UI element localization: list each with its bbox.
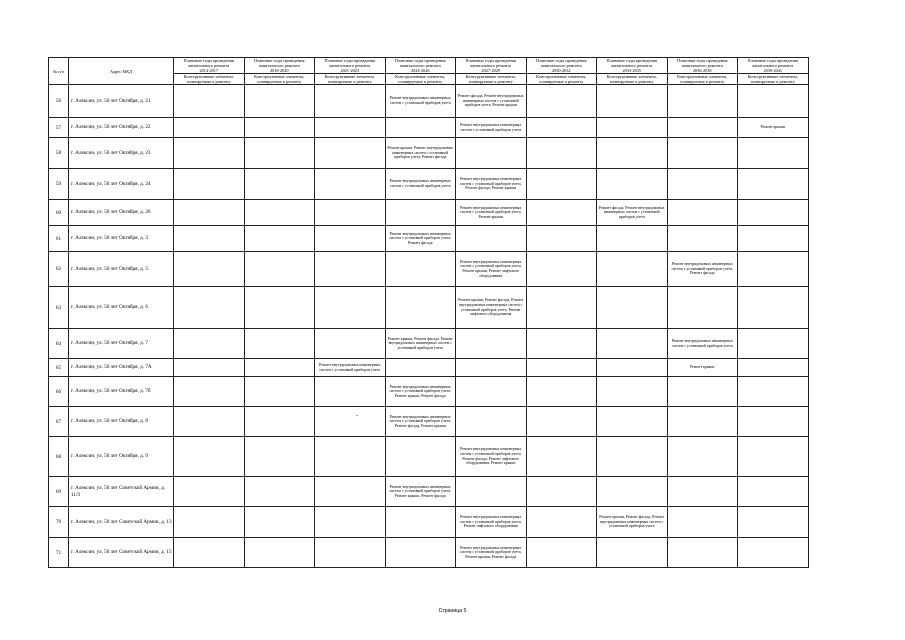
repair-works-cell: Ремонт крыши bbox=[667, 359, 738, 377]
table-row bbox=[49, 118, 809, 138]
repair-works-cell bbox=[315, 507, 386, 538]
table-row bbox=[49, 377, 809, 407]
repair-works-cell: Ремонт внутридомовых инженерных систем с установкой приборов учета, Ремонт фасада, Ремонт крыши bbox=[385, 407, 456, 437]
repair-works-cell bbox=[315, 200, 386, 226]
repair-works-cell bbox=[385, 507, 456, 538]
repair-works-cell bbox=[315, 169, 386, 200]
repair-works-cell bbox=[174, 507, 245, 538]
repair-works-cell bbox=[315, 437, 386, 477]
period-prefix: Плановые годы проведения капитального ремонта bbox=[324, 58, 375, 68]
repair-works-cell bbox=[315, 226, 386, 252]
repair-works-cell: Ремонт внутридомовых инженерных систем с установкой приборов учета bbox=[667, 329, 738, 359]
repair-works-cell bbox=[456, 226, 527, 252]
table-row bbox=[49, 252, 809, 287]
page-number: Страница 5 bbox=[438, 608, 467, 614]
repair-works-cell: Ремонт внутридомовых инженерных систем с установкой приборов учета, Ремонт крыши, Ремонт фасада bbox=[385, 377, 456, 407]
building-address: г. Алексин, ул. 50 лет Октября, д. 8 bbox=[69, 407, 174, 437]
repair-works-cell bbox=[526, 138, 597, 169]
repair-works-cell bbox=[667, 118, 738, 138]
repair-works-cell bbox=[244, 138, 315, 169]
period-years: 2036-2038 bbox=[692, 68, 712, 73]
row-number: 64 bbox=[49, 329, 69, 359]
repair-works-cell bbox=[315, 118, 386, 138]
building-address: г. Алексин, ул. 50 лет Октября, д. 7А bbox=[69, 359, 174, 377]
repair-works-cell bbox=[667, 85, 738, 118]
row-number: 60 bbox=[49, 200, 69, 226]
repair-works-cell bbox=[738, 200, 809, 226]
repair-works-cell bbox=[597, 252, 668, 287]
repair-works-cell bbox=[174, 200, 245, 226]
row-number: 61 bbox=[49, 226, 69, 252]
row-number: 56 bbox=[49, 85, 69, 118]
repair-works-cell bbox=[315, 407, 386, 437]
row-number: 59 bbox=[49, 169, 69, 200]
repair-works-cell bbox=[174, 377, 245, 407]
period-years: 2030-2032 bbox=[551, 68, 571, 73]
repair-works-cell bbox=[667, 287, 738, 329]
repair-works-cell bbox=[667, 138, 738, 169]
repair-works-cell bbox=[385, 118, 456, 138]
repair-works-cell bbox=[526, 538, 597, 568]
repair-works-cell bbox=[597, 329, 668, 359]
repair-works-cell bbox=[244, 359, 315, 377]
repair-works-cell bbox=[315, 138, 386, 169]
repair-works-cell bbox=[174, 138, 245, 169]
repair-works-cell bbox=[526, 507, 597, 538]
repair-works-cell bbox=[315, 377, 386, 407]
repair-works-cell bbox=[315, 85, 386, 118]
table-row bbox=[49, 85, 809, 118]
repair-works-cell: Ремонт крыши, Ремонт фасада, Ремонт внутридомовых инженерных систем с установкой приборов учета, Ремонт лифтового оборудования bbox=[456, 287, 527, 329]
column-header-period bbox=[385, 58, 456, 74]
building-address: г. Алексин, ул. 50 лет Октября, д. 7 bbox=[69, 329, 174, 359]
period-prefix: Плановые годы проведения капитального ремонта bbox=[465, 58, 516, 68]
column-header-period bbox=[244, 58, 315, 74]
column-subheader: Конструктивные элементы, планируемые к ремонту bbox=[738, 74, 809, 85]
row-number: 58 bbox=[49, 138, 69, 169]
building-address: г. Алексин, ул. 50 лет Октября, д. 5 bbox=[69, 252, 174, 287]
repair-works-cell bbox=[597, 437, 668, 477]
repair-works-cell bbox=[667, 377, 738, 407]
row-number: 71 bbox=[49, 538, 69, 568]
repair-works-cell bbox=[738, 437, 809, 477]
repair-works-cell: Ремонт внутридомовых инженерных систем с установкой приборов учета, Ремонт крыши, Ремонт фасада bbox=[456, 538, 527, 568]
period-prefix: Плановые годы проведения капитального ремонта bbox=[254, 58, 305, 68]
column-subheader: Конструктивные элементы, планируемые к ремонту bbox=[456, 74, 527, 85]
repair-works-cell bbox=[526, 118, 597, 138]
repair-works-cell bbox=[244, 477, 315, 507]
repair-works-cell bbox=[667, 477, 738, 507]
period-years: 2014-2017 bbox=[199, 68, 219, 73]
column-header-address: Адрес МКД bbox=[69, 58, 174, 85]
stray-mark: - bbox=[356, 413, 358, 419]
repair-works-cell bbox=[526, 226, 597, 252]
repair-works-cell bbox=[738, 477, 809, 507]
building-address: г. Алексин, ул. 50 лет Октября, д. 24 bbox=[69, 169, 174, 200]
repair-works-cell bbox=[667, 507, 738, 538]
table-row bbox=[49, 507, 809, 538]
repair-works-cell bbox=[526, 200, 597, 226]
column-subheader: Конструктивные элементы, планируемые к ремонту bbox=[526, 74, 597, 85]
repair-works-cell: Ремонт внутридомовых инженерных систем с установкой приборов учета, Ремонт фасада, Ремонт крыши bbox=[456, 169, 527, 200]
repair-works-cell bbox=[526, 85, 597, 118]
building-address: г. Алексин, ул. 50 лет Октября, д. 26 bbox=[69, 200, 174, 226]
repair-works-cell bbox=[738, 287, 809, 329]
column-header-period bbox=[526, 58, 597, 74]
building-address: г. Алексин, ул. 50 лет Советской Армии, д. 11/3 bbox=[69, 477, 174, 507]
repair-works-cell bbox=[385, 538, 456, 568]
repair-works-cell bbox=[667, 437, 738, 477]
repair-works-cell bbox=[667, 538, 738, 568]
repair-works-cell bbox=[667, 226, 738, 252]
building-address: г. Алексин, ул. 50 лет Октября, д. 6 bbox=[69, 287, 174, 329]
repair-works-cell bbox=[174, 226, 245, 252]
repair-works-cell bbox=[738, 329, 809, 359]
row-number: 65 bbox=[49, 359, 69, 377]
table-row bbox=[49, 226, 809, 252]
repair-works-cell bbox=[174, 118, 245, 138]
period-prefix: Плановые годы проведения капитального ремонта bbox=[183, 58, 234, 68]
column-subheader: Конструктивные элементы, планируемые к ремонту bbox=[174, 74, 245, 85]
repair-works-cell bbox=[315, 538, 386, 568]
table-row bbox=[49, 200, 809, 226]
period-years: 2021-2023 bbox=[340, 68, 360, 73]
repair-works-cell bbox=[244, 377, 315, 407]
repair-works-cell bbox=[174, 538, 245, 568]
column-header-period bbox=[738, 58, 809, 74]
repair-works-cell bbox=[738, 85, 809, 118]
building-address: г. Алексин, ул. 50 лет Октября, д. 9 bbox=[69, 437, 174, 477]
repair-works-cell bbox=[385, 252, 456, 287]
repair-works-cell bbox=[456, 359, 527, 377]
row-number: 68 bbox=[49, 437, 69, 477]
repair-works-cell bbox=[456, 377, 527, 407]
period-years: 2018-2020 bbox=[269, 68, 289, 73]
repair-works-cell: Ремонт внутридомовых инженерных систем с установкой приборов учета, Ремонт фасада bbox=[385, 226, 456, 252]
repair-works-cell bbox=[597, 118, 668, 138]
repair-works-cell: Ремонт внутридомовых инженерных систем с установкой приборов учета, Ремонт крыши, Ремонт лифтового оборудования bbox=[456, 252, 527, 287]
repair-works-cell bbox=[244, 252, 315, 287]
repair-works-cell: Ремонт крыши, Ремонт фасада, Ремонт внутридомовых инженерных систем с установкой приборов учета bbox=[597, 507, 668, 538]
repair-works-cell bbox=[244, 437, 315, 477]
repair-works-cell: Ремонт внутридомовых инженерных систем с установкой приборов учета bbox=[385, 169, 456, 200]
repair-works-cell bbox=[526, 359, 597, 377]
repair-works-cell bbox=[597, 226, 668, 252]
repair-works-cell bbox=[456, 329, 527, 359]
repair-schedule-table bbox=[48, 57, 809, 568]
column-header-period bbox=[456, 58, 527, 74]
repair-works-cell bbox=[385, 287, 456, 329]
repair-works-cell bbox=[315, 252, 386, 287]
repair-works-cell bbox=[315, 287, 386, 329]
table-row bbox=[49, 538, 809, 568]
repair-works-cell: Ремонт фасада, Ремонт внутридомовых инженерных систем с установкой приборов учета bbox=[597, 200, 668, 226]
table-row bbox=[49, 359, 809, 377]
repair-works-cell bbox=[597, 377, 668, 407]
period-prefix: Плановые годы проведения капитального ремонта bbox=[395, 58, 446, 68]
row-number: 66 bbox=[49, 377, 69, 407]
repair-works-cell bbox=[526, 437, 597, 477]
period-years: 2027-2029 bbox=[481, 68, 501, 73]
building-address: г. Алексин, ул. 50 лет Октября, д. 22 bbox=[69, 118, 174, 138]
repair-works-cell bbox=[738, 252, 809, 287]
building-address: г. Алексин, ул. 50 лет Советской Армии, д. 13 bbox=[69, 507, 174, 538]
repair-works-cell bbox=[597, 85, 668, 118]
repair-works-cell bbox=[244, 287, 315, 329]
building-address: г. Алексин, ул. 50 лет Октября, д. 3 bbox=[69, 226, 174, 252]
building-address: г. Алексин, ул. 50 лет Октября, д. 21 bbox=[69, 85, 174, 118]
repair-works-cell: Ремонт внутридомовых инженерных систем с установкой приборов учета, Ремонт фасада, Ремонт лифтового оборудования, Ремонт крыши bbox=[456, 437, 527, 477]
repair-works-cell bbox=[385, 200, 456, 226]
repair-works-cell: Ремонт крыши, Ремонт внутридомовых инженерных систем с установкой приборов учета, Ремонт фасада bbox=[385, 138, 456, 169]
period-years: 2033-2035 bbox=[622, 68, 642, 73]
repair-works-cell bbox=[667, 200, 738, 226]
column-subheader: Конструктивные элементы, планируемые к ремонту bbox=[667, 74, 738, 85]
table-row bbox=[49, 169, 809, 200]
repair-works-cell bbox=[738, 226, 809, 252]
repair-works-cell bbox=[526, 407, 597, 437]
row-number: 69 bbox=[49, 477, 69, 507]
repair-works-cell bbox=[738, 138, 809, 169]
repair-works-cell bbox=[597, 169, 668, 200]
repair-works-cell bbox=[456, 477, 527, 507]
repair-works-cell bbox=[244, 407, 315, 437]
column-header-period bbox=[597, 58, 668, 74]
repair-works-cell bbox=[385, 437, 456, 477]
repair-works-cell: Ремонт внутридомовых инженерных систем с установкой приборов учета, Ремонт крыши, Ремонт фасада bbox=[385, 477, 456, 507]
column-subheader: Конструктивные элементы, планируемые к ремонту bbox=[244, 74, 315, 85]
repair-works-cell bbox=[667, 169, 738, 200]
period-prefix: Плановые годы проведения капитального ремонта bbox=[677, 58, 728, 68]
repair-works-cell bbox=[456, 138, 527, 169]
repair-works-cell bbox=[174, 329, 245, 359]
repair-works-cell bbox=[526, 377, 597, 407]
repair-works-cell: Ремонт внутридомовых инженерных систем с установкой приборов учета, Ремонт лифтового оборудования bbox=[456, 507, 527, 538]
table-row bbox=[49, 407, 809, 437]
repair-works-cell bbox=[597, 407, 668, 437]
building-address: г. Алексин, ул. 50 лет Октября, д. 23 bbox=[69, 138, 174, 169]
table-body bbox=[49, 85, 809, 568]
repair-works-cell: Ремонт внутридомовых инженерных систем с установкой приборов учета bbox=[456, 118, 527, 138]
repair-works-cell: Ремонт внутридомовых инженерных систем с установкой приборов учета bbox=[385, 85, 456, 118]
repair-works-cell bbox=[738, 407, 809, 437]
repair-works-cell: Ремонт крыши bbox=[738, 118, 809, 138]
repair-works-cell: Ремонт внутридомовых инженерных систем с установкой приборов учета bbox=[315, 359, 386, 377]
repair-works-cell bbox=[174, 437, 245, 477]
repair-works-cell: Ремонт внутридомовых инженерных систем с установкой приборов учета, Ремонт крыши bbox=[456, 200, 527, 226]
repair-works-cell bbox=[738, 377, 809, 407]
repair-works-cell: Ремонт внутридомовых инженерных систем с установкой приборов учета, Ремонт фасада bbox=[667, 252, 738, 287]
row-number: 63 bbox=[49, 287, 69, 329]
repair-works-cell bbox=[174, 477, 245, 507]
repair-works-cell bbox=[526, 252, 597, 287]
repair-works-cell bbox=[174, 85, 245, 118]
repair-works-cell bbox=[244, 85, 315, 118]
repair-works-cell bbox=[597, 477, 668, 507]
row-number: 67 bbox=[49, 407, 69, 437]
repair-works-cell bbox=[526, 329, 597, 359]
period-prefix: Плановые годы проведения капитального ремонта bbox=[606, 58, 657, 68]
repair-works-cell bbox=[667, 407, 738, 437]
building-address: г. Алексин, ул. 50 лет Октября, д. 7б bbox=[69, 377, 174, 407]
repair-works-cell: Ремонт крыши, Ремонт фасада, Ремонт внутридомовых инженерных систем с установкой приборов учета bbox=[385, 329, 456, 359]
building-address: г. Алексин, ул. 50 лет Советской Армии, д. 15 bbox=[69, 538, 174, 568]
column-header-number: № п/п bbox=[49, 58, 69, 85]
period-years: 2024-2026 bbox=[410, 68, 430, 73]
repair-works-cell bbox=[174, 407, 245, 437]
column-subheader: Конструктивные элементы, планируемые к ремонту bbox=[385, 74, 456, 85]
repair-works-cell bbox=[315, 477, 386, 507]
period-years: 2039-2041 bbox=[763, 68, 783, 73]
repair-works-cell bbox=[174, 287, 245, 329]
column-header-period bbox=[174, 58, 245, 74]
repair-works-cell bbox=[244, 169, 315, 200]
row-number: 57 bbox=[49, 118, 69, 138]
repair-works-cell bbox=[244, 538, 315, 568]
repair-works-cell bbox=[738, 538, 809, 568]
table-row bbox=[49, 138, 809, 169]
repair-works-cell bbox=[174, 359, 245, 377]
repair-works-cell bbox=[385, 359, 456, 377]
repair-works-cell bbox=[244, 329, 315, 359]
repair-works-cell bbox=[315, 329, 386, 359]
column-header-period bbox=[667, 58, 738, 74]
table-row bbox=[49, 287, 809, 329]
column-subheader: Конструктивные элементы, планируемые к ремонту bbox=[315, 74, 386, 85]
repair-works-cell: Ремонт фасада, Ремонт внутридомовых инженерных систем с установкой приборов учета, Ремонт крыши bbox=[456, 85, 527, 118]
row-number: 70 bbox=[49, 507, 69, 538]
repair-works-cell bbox=[738, 507, 809, 538]
repair-works-cell bbox=[526, 477, 597, 507]
repair-works-cell bbox=[456, 407, 527, 437]
period-prefix: Плановые годы проведения капитального ремонта bbox=[747, 58, 798, 68]
repair-works-cell bbox=[244, 200, 315, 226]
repair-works-cell bbox=[738, 359, 809, 377]
repair-works-cell bbox=[738, 169, 809, 200]
column-subheader: Конструктивные элементы, планируемые к ремонту bbox=[597, 74, 668, 85]
document-page bbox=[48, 57, 808, 568]
repair-works-cell bbox=[597, 538, 668, 568]
repair-works-cell bbox=[597, 138, 668, 169]
row-number: 62 bbox=[49, 252, 69, 287]
repair-works-cell bbox=[526, 287, 597, 329]
repair-works-cell bbox=[597, 287, 668, 329]
repair-works-cell bbox=[597, 359, 668, 377]
column-header-period bbox=[315, 58, 386, 74]
repair-works-cell bbox=[244, 226, 315, 252]
table-row bbox=[49, 437, 809, 477]
table-row bbox=[49, 477, 809, 507]
table-row bbox=[49, 329, 809, 359]
repair-works-cell bbox=[174, 169, 245, 200]
repair-works-cell bbox=[244, 118, 315, 138]
repair-works-cell bbox=[244, 507, 315, 538]
period-prefix: Плановые годы проведения капитального ремонта bbox=[536, 58, 587, 68]
repair-works-cell bbox=[174, 252, 245, 287]
repair-works-cell bbox=[526, 169, 597, 200]
